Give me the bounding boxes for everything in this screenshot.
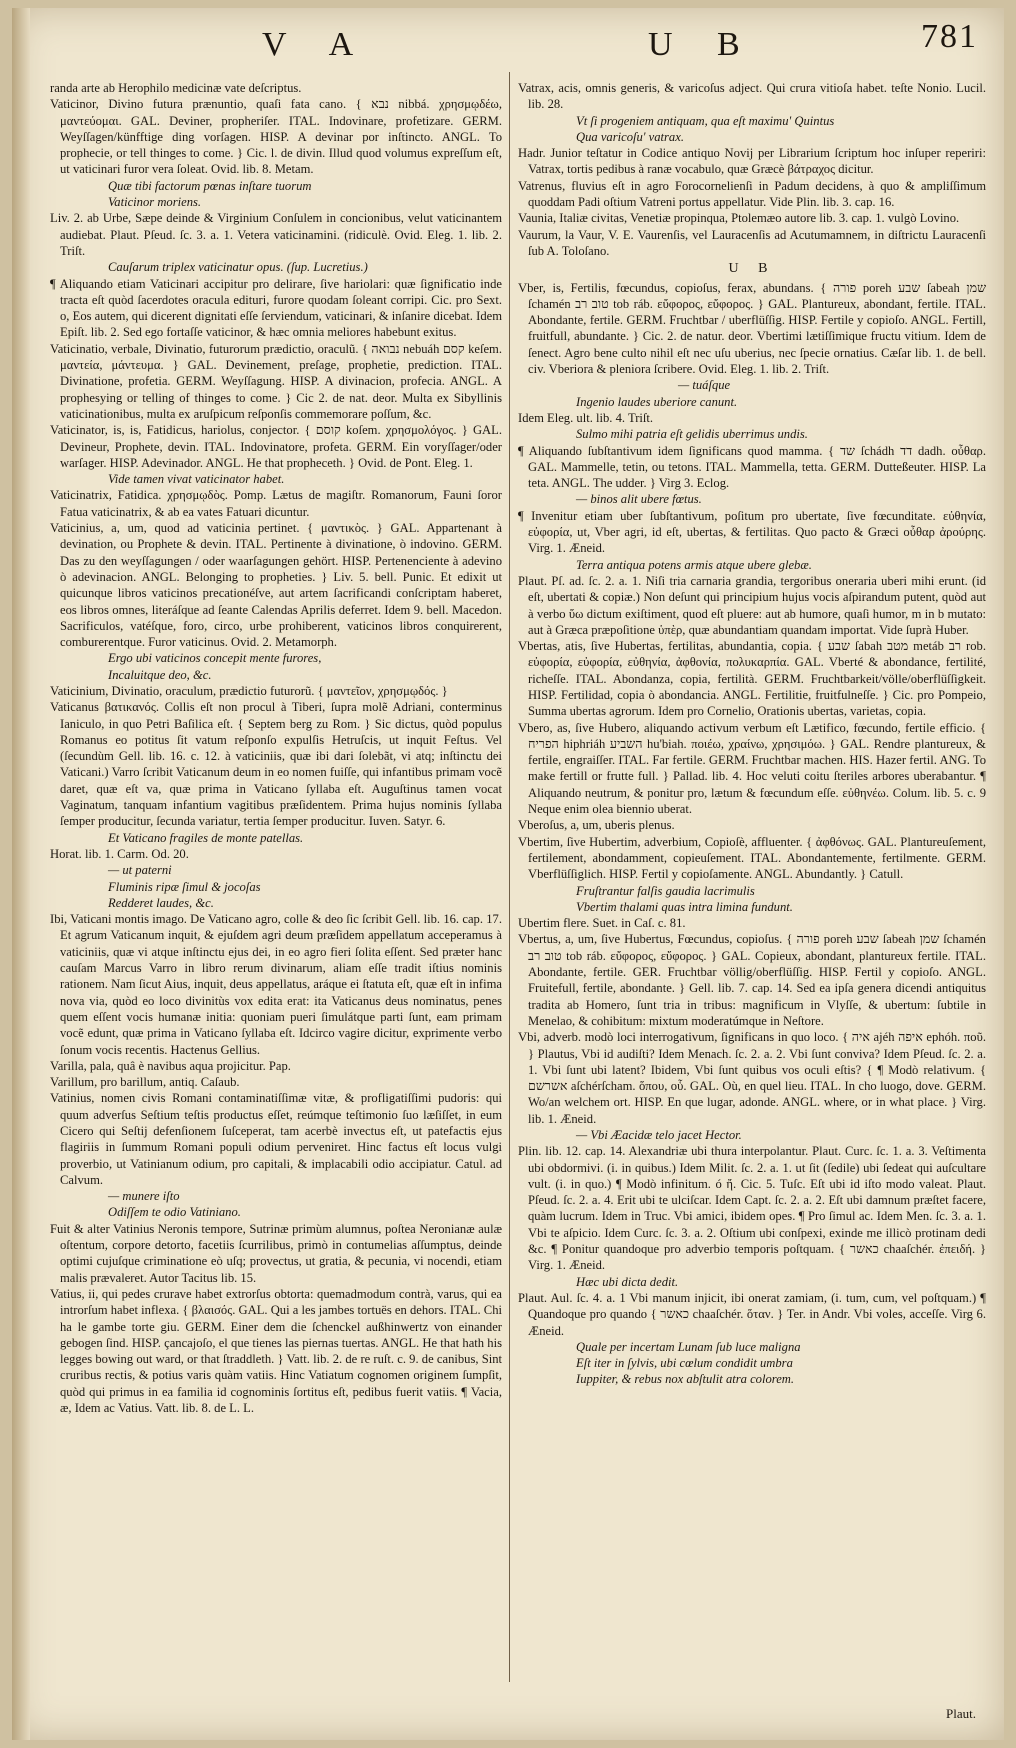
verse-line: — munere iſto	[108, 1189, 180, 1204]
verse-line: Eſt iter in ſylvis, ubi cœlum condidit umbra	[576, 1356, 793, 1371]
dictionary-entry: Varillum, pro barillum, antiq. Caſaub.	[50, 1075, 240, 1090]
dictionary-entry: Hadr. Junior teſtatur in Codice antiquo Novij per Librarium ſcriptum hoc inſuper reperiri: Vatrax, tortis pedibus à ranæ vocabulo, quæ Græcè βάτραχος dicitur.	[518, 146, 986, 177]
verse-line: Incaluitque deo, &c.	[108, 667, 212, 682]
running-head-right: U B	[648, 26, 758, 63]
dictionary-entry: Ubertim flere. Suet. in Caſ. c. 81.	[518, 916, 686, 931]
column-divider	[509, 72, 510, 1682]
verse-line: Vide tamen vivat vaticinator habet.	[108, 472, 285, 487]
verse-line: Et Vaticano fragiles de monte patellas.	[108, 830, 304, 845]
verse-line: Qua varicoſu' vatrax.	[576, 129, 684, 144]
dictionary-page	[12, 8, 1004, 1740]
verse-line: Quale per incertam Lunam ſub luce maligna	[576, 1339, 801, 1354]
dictionary-entry: Vaurum, la Vaur, V. E. Vaurenſis, vel Lauracenſis ad Acutumamnem, in diſtrictu Lauracenſi ſub A. Toloſano.	[518, 227, 986, 258]
dictionary-entry: Plaut. Pſ. ad. ſc. 2. a. 1. Niſi tria carnaria grandia, tergoribus oneraria uberi mihi erunt. (id eſt, ubertati & copiæ.) Non deſunt qui principium hujus vocis aſpirandum putent, quòd aut à verbo ὕω dictum exiſtiment, quod eſt pluere: aut ab humore, quaſi humor, m in b mutato: aut à Græca præpoſitione ὑπὲρ, quæ abundantiam quandam importat. Vide ſuprà Huber.	[518, 573, 986, 637]
verse-line: — binos alit ubere fœtus.	[576, 492, 702, 507]
verse-line: Vt ſi progeniem antiquam, qua eſt maximu' Quintus	[576, 113, 835, 128]
dictionary-entry: Vaticinatio, verbale, Divinatio, futurorum prædictio, oraculũ. { נבואה nebuáh קסם keſem. μαντεία, μάντευμα. } GAL. Devinement, preſage, prophetie, prediction. ITAL. Divinatione, profetia. GERM. Weyſſagung. HISP. A divinacion, profecia. ANGL. A prophesying or telling of thinges to come. } Cic 2. de nat. deor. Multa ex Sibyllinis vaticinationibus, multa ex aruſpicum reſponſis commemorare poſſum, &c.	[50, 341, 502, 421]
dictionary-entry: Fuit & alter Vatinius Neronis tempore, Sutrinæ primùm alumnus, poſtea Neronianæ aulæ oſtentum, corpore detorto, facetiis ſcurrilibus, primò in contumelias aſſumptus, deinde optimi cujuſque criminatione eò uſq; provectus, ut gratia, & pecunia, vi nocendi, etiam malis prævaleret. Autor Tacitus lib. 15.	[50, 1221, 502, 1285]
dictionary-entry: Vatrax, acis, omnis generis, & varicoſus adject. Qui crura vitioſa habet. teſte Nonio. Lucil. lib. 28.	[518, 81, 986, 112]
verse-line: — ut paterni	[108, 863, 172, 878]
verse-line: Cauſarum triplex vaticinatur opus. (ſup. Lucretius.)	[108, 260, 368, 275]
dictionary-entry: Vbertus, a, um, ſive Hubertus, Fœcundus, copioſus. { פורה poreh שבע ſabeah שמן ſchamén טוב רב tob ráb. εὔφορος, εὔφορος. } GAL. Copieux, abondant, plantureux fertile. ITAL. Abondante, fertile. GER. Fruchtbar völlig/oberflüſſig. HISP. Fertil y copioſo. ANGL. Fruitefull, fertile, abondante. } Gell. lib. 7. cap. 14. Sed ea ipſa genera dicendi antiquitus tradita ab Homero, ſunt tria in tribus: magnificum in Vlyſſe, & ubertum: ſubtile in Menelao, & cohibitum: mixtum moderatúmque in Neſtore.	[518, 932, 986, 1028]
left-column	[50, 80, 502, 1700]
dictionary-entry: Vbero, as, ſive Hubero, aliquando activum verbum eſt Lætifico, fœcundo, fertile efficio. { הפריח hiphriáh השביע hu'biah. ποιέω, χραίνω, χρησιμόω. } GAL. Rendre plantureux, & fertile, engraiſſer. ITAL. Far fertile. GERM. Fruchtbar machen. HIS. Hazer fertil. ANG. To make fertill or frutte full. } Pallad. lib. 4. Hoc veluti coitu ſteriles arbores uberabantur. ¶ Aliquando neutrum, & ponitur pro, lætum & fœcundum eſſe. εὐθηνέω. Colum. lib. 5. c. 9 Neque enim olea biennio uberat.	[518, 720, 986, 817]
dictionary-entry: Vatius, ii, qui pedes crurave habet extrorſus obtorta: quemadmodum contrà, varus, qui ea introrſum habet inflexa. { βλαισός. GAL. Qui a les jambes tortuës en dehors. ITAL. Chi ha le gambe torte giu. GERM. Einer dem die ſchenckel außhinwertz von einander gebogen ſind. HISP. çancajoſo, el que tienes las piernas tuertas. ANGL. He that hath his legges bowing out ward, or that ſtraddleth. } Vatt. lib. 2. de re ruſt. c. 9. de canibus, Sint cruribus rectis, & potius varis quàm vatiis. Hinc Vatiatum cognomen originem ſumpſit, quòd qui primus in ea familia id cognominis ſortitus eſt, pedibus fuerit vatiis. ¶ Vacia, æ, Idem ac Vatius. Vatt. lib. 8. de L. L.	[50, 1286, 502, 1416]
dictionary-entry: Vberoſus, a, um, uberis plenus.	[518, 818, 675, 833]
page-number: 781	[921, 18, 978, 55]
verse-line: Vbertim thalami quas intra limina fundunt.	[576, 899, 793, 914]
verse-line: Odiſſem te odio Vatiniano.	[108, 1205, 241, 1220]
dictionary-entry: Plin. lib. 12. cap. 14. Alexandriæ ubi thura interpolantur. Plaut. Curc. ſc. 1. a. 3. Veſtimenta ubi obdormivi. (i. in quibus.) Idem Milit. ſc. 2. a. 1. ut ſit (ſedile) ubi ſedeat qui auſcultare vult. (i. in quo.) ¶ Modò infinitum. ó ἤ. Cic. 5. Tuſc. Eſt ubi id iſto modo valeat. Plaut. Pſeud. ſc. 2. a. 4. Erit ubi te ulciſcar. Idem Capt. ſc. 2. a. 2. Eſt ubi damnum præſtet facere, quàm lucrum. Idem in Truc. Vbi amici, ibidem opes. ¶ Pro ſimul ac. Idem Men. ſc. 3. a. 1. Vbi te aſpicio. Idem Curc. ſc. 3. a. 2. Oſtium ubi conſpexi, exinde me illicò protinam dedi &c. ¶ Ponitur quandoque pro adverbio temporis poſtquam. { כאשר chaaſchér. ἐπειδή. } Virg. 1. Æneid.	[518, 1144, 986, 1273]
dictionary-entry: Liv. 2. ab Urbe, Sæpe deinde & Virginium Conſulem in concionibus, velut vaticinantem audiebat. Plaut. Pſeud. ſc. 3. a. 1. Vetera vaticinamini. (ridiculè. Ovid. Eleg. 1. lib. 2. Triſt.	[50, 211, 502, 258]
dictionary-entry: Vaunia, Italiæ civitas, Venetiæ propinqua, Ptolemæo autore lib. 3. cap. 1. vulgò Lovino.	[518, 211, 960, 226]
verse-line: Iuppiter, & rebus nox abſtulit atra colorem.	[576, 1372, 795, 1387]
dictionary-entry: Vber, is, Fertilis, fœcundus, copioſus, ferax, abundans. { פורה poreh שבע ſabeah שמן ſchamén טוב רב tob ráb. εὔφορος, εὔφορος. } GAL. Plantureux, abondant, fertile. ITAL. Abondante, fertile. GERM. Fruchtbar / uberflüſſig. HISP. Fertile y copioſo. ANGL. Fertill, fruitfull, abundante. } Cic. 2. de natur. deor. Vbertimi lætiſſimique fructu vitium. Idem de ſenect. Agro bene culto nihil eſt nec uſu uberius, nec ſpecie ornatius. Cæſar lib. 1. de bell. civ. Vberiora & pleniora ſcribere. Ovid. Eleg. 1. lib. 2. Triſt.	[518, 280, 986, 377]
dictionary-entry: Ibi, Vaticani montis imago. De Vaticano agro, colle & deo ſic ſcribit Gell. lib. 16. cap. 17. Et agrum Vaticanum inquit, & ejuſdem agri deum præſidem appellatum acceperamus à vaticiniis, quæ vi atque inſtinctu ejus dei, in eo agro fieri ſolita eſſent. Sed præter hanc cauſam Marcus Varro in libro rerum divinarum, aliam eſſe tradit iſtius nominis rationem. Nam ſicut Aius, inquit, deus appellatus, aráque ei ſtatuta eſt, quæ eſt in infima nova via, quòd eo loco divinitùs vox edita erat: ita Vaticanus deus nominatus, penes quem eſſent vocis humanæ initia: quoniam pueri ſimulátque parti ſunt, eam primam vocẽ edunt, quæ prima in Vaticano ſyllaba eſt. Idcirco vagire dicitur, exprimente verbo ſonum vocis recentis. Hactenus Gellius.	[50, 912, 502, 1057]
right-column	[518, 80, 986, 1700]
verse-line: Sulmo mihi patria eſt gelidis uberrimus undis.	[576, 427, 808, 442]
dictionary-entry: Vbertas, atis, ſive Hubertas, fertilitas, abundantia, copia. { שבע ſabah מטב metáb רב rob. εὐφορία, εὐφορία, εὐθηνία, ἀφθονία, πολυκαρπία. GAL. Vberté & abondance, fertilité, richeſſe. ITAL. Abondanza, copia, fertilità. GERM. Fruchtbarkeit/völle/oberflüſſigkeit. HISP. Fertilidad, copia ò abondancia. ANGL. Fertilitie, fruitfulneſſe. } Cic. pro Pompeio, Summa ubertas agrorum. Idem pro Cornelio, Orationis ubertas, varietas, copia.	[518, 639, 986, 719]
verse-line: — Vbi Æacidæ telo jacet Hector.	[576, 1128, 742, 1142]
verse-line: Ergo ubi vaticinos concepit mente furores,	[108, 651, 322, 666]
dictionary-entry: Vbertim, ſive Hubertim, adverbium, Copioſè, affluenter. { ἀφθόνως. GAL. Plantureuſement, fertilement, abondamment, copieuſement. ITAL. Abondantemente, fertilmente. GERM. Vberflüſſiglich. HISP. Fertil y copioſamente. ANGL. Abundantly. } Catull.	[518, 834, 986, 882]
dictionary-entry: Vbi, adverb. modò loci interrogativum, ſignificans in quo loco. { איה ajéh איפה ephóh. ποῦ. } Plautus, Vbi id audiſti? Idem Menach. ſc. 2. a. 2. Vbi ſunt conviva? Idem Pſeud. ſc. 2. a. 1. Vbi ſunt ubi latent? Ibidem, Vbi ſunt quibus vos oculi eſtis? { ¶ Modò relativum. { אשרשם aſchérſcham. ὅπου, οὗ. GAL. Où, en quel lieu. ITAL. In cho luogo, dove. GERM. Wo/an welchem ort. HISP. En que lugar, adonde. ANGL. where, or in what place. } Virg. lib. 1. Æneid.	[518, 1030, 986, 1126]
section-heading: U B	[728, 261, 776, 277]
verse-line: Fluminis ripæ ſimul & jocoſas	[108, 879, 261, 894]
catchword: Plaut.	[946, 1706, 976, 1721]
running-head	[12, 26, 1004, 76]
dictionary-entry: Vaticinatrix, Fatidica. χρησμῳδὸς. Pomp. Lætus de magiſtr. Romanorum, Fauni ſoror Fatua vaticinatrix, & ab ea vates Fatuari dicuntur.	[50, 488, 502, 519]
book-spine-shadow	[12, 8, 30, 1740]
running-head-left: V A	[262, 26, 372, 63]
verse-line: Ingenio laudes uberiore canunt.	[576, 394, 738, 409]
verse-line: Quæ tibi factorum pœnas inſtare tuorum	[108, 178, 312, 193]
verse-line: Vaticinor moriens.	[108, 195, 202, 210]
dictionary-entry: Vaticinor, Divino futura prænuntio, quaſi fata cano. { נבא nibbá. χρησμῳδέω, μαντεύομαι. GAL. Deviner, propheriſer. ITAL. Indovinare, profetizare. GERM. Weyſſagen/künfftige ding vorſagen. HISP. A devinar por inſtincto. ANGL. To prophecie, or tell thinges to come. } Cic. l. de divin. Illud quod volumus expreſſum eſt, ut vaticinari furor vera ſoleat. Ovid. lib. 8. Metam.	[50, 97, 502, 177]
dictionary-entry: Varilla, pala, quâ è navibus aqua projicitur. Pap.	[50, 1058, 291, 1073]
verse-line: Redderet laudes, &c.	[108, 895, 214, 910]
dictionary-entry: Vatrenus, fluvius eſt in agro Forocornelienſi in Padum decidens, à quo & ampliſſimum quoddam Padi oſtium Vatreni portus appellatur. Vide Plin. lib. 3. cap. 16.	[518, 178, 986, 210]
dictionary-entry: Horat. lib. 1. Carm. Od. 20.	[50, 846, 189, 861]
dictionary-entry: ¶ Aliquando etiam Vaticinari accipitur pro delirare, ſive hariolari: quæ ſignificatio inde tracta eſt quòd ſacerdotes oracula edituri, furore quodam ſoleant corripi. Cic. pro Sext. o, Eos autem, qui dicerent dignitati eſſe ſerviendum, vaticinari, & inſanire dicebat. Idem Epiſt. lib. 2. Sed ego fortaſſe vaticinor, & hæc omnia meliores habebunt exitus.	[50, 276, 502, 340]
dictionary-entry: Vaticanus βατικανός. Collis eſt non procul à Tiberi, ſupra molẽ Adriani, conterminus Ianiculo, in quo Petri Baſilica eſt. { Septem berg zu Rom. } Sic dictus, quòd populus Romanus eo potitus ſit vatum reſponſo expulſis Hetruſcis, ut inquit Feſtus. Vel (ſecundùm Gell. lib. 16. c. 12. à vaticiniis, quæ ibi dari ſolebãt, vi atq; inſtinctu dei Vaticani.) Varro ſcribit Vaticanum deum in eo nomen fuiſſe, qui infantibus primam vocẽ daret, quæ eſt va, quæ prima in Vaticano ſyllaba eſt. Auguſtinus tamen vocat Vaginatum, tanquam infantium vagitibus præſidentem. Prima hujus nominis ſyllaba ſemper producitur, ſecunda variatur, tertia ſemper producitur. Iuven. Satyr. 6.	[50, 700, 502, 829]
verse-line: — tuáſque	[678, 378, 731, 393]
dictionary-entry: Vaticinator, is, is, Fatidicus, hariolus, conjector. { קוסם koſem. χρησμολόγος. } GAL. Devineur, Prophete, devin. ITAL. Indovinatore, profeta. GERM. Ein voryſſager/oder warſager. HISP. Adevinador. ANGL. He that propheceth. } Ovid. de Pont. Eleg. 1.	[50, 423, 502, 470]
dictionary-entry: Vaticinium, Divinatio, oraculum, prædictio futurorũ. { μαντεῖον, χρησμῳδός. }	[50, 683, 448, 698]
dictionary-entry: ¶ Aliquando ſubſtantivum idem ſignificans quod mamma. { שד ſchádh דד dadh. οὖθαρ. GAL. Mammelle, tetin, ou tetons. ITAL. Mammella, tetta. GERM. Dutteßeuter. HISP. La teta. ANGL. The udder. } Virg 3. Eclog.	[518, 443, 986, 491]
dictionary-entry: ¶ Invenitur etiam uber ſubſtantivum, poſitum pro ubertate, ſive fœcunditate. εὐθηνία, εὐφορία, ut, Vber agri, id eſt, ubertas, & fertilitas. Quo pacto & Græci οὖθαρ ἀρούρης. Virg. 1. Æneid.	[518, 508, 986, 556]
dictionary-entry: randa arte ab Herophilo medicinæ vate deſcriptus.	[50, 81, 302, 95]
dictionary-entry: Plaut. Aul. ſc. 4. a. 1 Vbi manum injicit, ibi onerat zamiam, (i. tum, cum, vel poſtquam.) ¶ Quandoque pro quando { כאשר chaaſchér. ὅταν. } Ter. in Andr. Vbi voles, acceſſe. Virg 6. Æneid.	[518, 1290, 986, 1338]
dictionary-entry: Vaticinius, a, um, quod ad vaticinia pertinet. { μαντικὸς. } GAL. Appartenant à devination, ou Prophete & devin. ITAL. Pertinente à divinatione, ò indovino. GERM. Das zu den weyſſagungen / oder waarſagungen gehört. HISP. Pertenenciente à adevino ò adevinacion. ANGL. Belonging to propheties. } Liv. 5. bell. Punic. Et edixit ut quicunque libros vaticinos precationéſve, aut artem ſacrificandi conſcriptam haberet, eos libros omnes, literáſque ad ſeante Calendas Aprilis deferret. Idem 9. bell. Macedon. Sacrificulos, vatéſque, foro, circo, urbe prohiberent, vaticinos libros conquirerent, comburerentque. Furor vaticinus. Ovid. 2. Metamorph.	[50, 521, 502, 650]
dictionary-entry: Idem Eleg. ult. lib. 4. Triſt.	[518, 410, 654, 425]
verse-line: Terra antiqua potens armis atque ubere glebæ.	[576, 557, 812, 572]
verse-line: Hæc ubi dicta dedit.	[576, 1274, 679, 1289]
verse-line: Fruſtrantur falſis gaudia lacrimulis	[576, 883, 755, 898]
dictionary-entry: Vatinius, nomen civis Romani contaminatiſſimæ vitæ, & profligatiſſimi pudoris: qui quum adverſus Seſtium teſtis productus eſſet, reúmque teſtimonio ſuo læſiſſet, in eum Cicero qui Seſtij defenſionem ſuſceperat, tam acerbè invectus eſt, ut patefactis ejus flagiriis in ſummum Romani populi odium perveniret. Hinc factus eſt locus vulgi proverbio, ut Vatinianum odium, pro capitali, & implacabili odio accipiatur. Catul. ad Calvum.	[50, 1091, 502, 1187]
